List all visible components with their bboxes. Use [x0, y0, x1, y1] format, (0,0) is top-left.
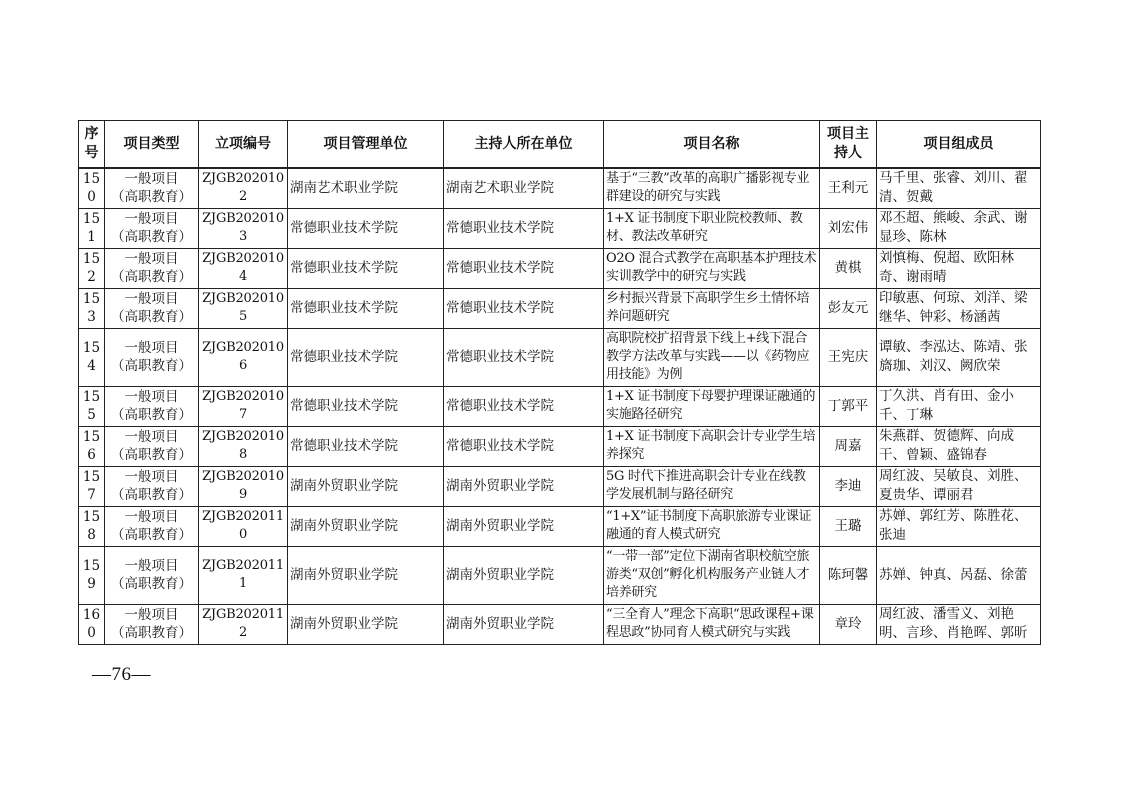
cell-host-unit: 常德职业技术学院: [444, 208, 604, 248]
cell-no: 157: [79, 466, 105, 506]
cell-code: ZJGB2020106: [199, 328, 288, 386]
cell-name: 5G 时代下推进高职会计专业在线教学发展机制与路径研究: [604, 466, 820, 506]
cell-unit: 常德职业技术学院: [288, 426, 444, 466]
table-row: [79, 426, 1041, 466]
cell-code: ZJGB2020105: [199, 288, 288, 328]
cell-members: 印敏惠、何琼、刘洋、梁继华、钟彩、杨涵茜: [877, 288, 1041, 328]
cell-name: 1+X 证书制度下高职会计专业学生培养探究: [604, 426, 820, 466]
table-row: [79, 386, 1041, 426]
cell-members: 苏婵、钟真、呙磊、徐蕾: [877, 546, 1041, 604]
cell-type: [105, 248, 199, 288]
cell-host-unit: 湖南外贸职业学院: [444, 604, 604, 644]
cell-host: 王宪庆: [820, 328, 877, 386]
cell-type-line-1: 一般项目: [124, 291, 179, 307]
cell-no: 152: [79, 248, 105, 288]
cell-host: 李迪: [820, 466, 877, 506]
cell-type-line-2: （高职教育）: [111, 576, 192, 592]
cell-name: O2O 混合式教学在高职基本护理技术实训教学中的研究与实践: [604, 248, 820, 288]
cell-type-line-1: 一般项目: [124, 211, 179, 227]
table-row: [79, 288, 1041, 328]
cell-type-line-2: （高职教育）: [111, 407, 192, 423]
cell-host-unit: 常德职业技术学院: [444, 426, 604, 466]
cell-type: [105, 288, 199, 328]
cell-type: [105, 546, 199, 604]
header-host: 项目主持人: [820, 121, 877, 169]
cell-type-line-1: 一般项目: [124, 389, 179, 405]
table-row: [79, 208, 1041, 248]
cell-members: 周红波、吴敏良、刘胜、夏贵华、谭丽君: [877, 466, 1041, 506]
cell-code: ZJGB2020102: [199, 168, 288, 208]
cell-type-line-1: 一般项目: [124, 429, 179, 445]
table-row: [79, 248, 1041, 288]
cell-type-line-1: 一般项目: [124, 607, 179, 623]
cell-name: 高职院校扩招背景下线上+线下混合教学方法改革与实践——以《药物应用技能》为例: [604, 328, 820, 386]
table-row: [79, 506, 1041, 546]
cell-host-unit: 常德职业技术学院: [444, 386, 604, 426]
cell-code: ZJGB2020108: [199, 426, 288, 466]
cell-name: 1+X 证书制度下母婴护理课证融通的实施路径研究: [604, 386, 820, 426]
cell-no: 150: [79, 168, 105, 208]
cell-type-line-2: （高职教育）: [111, 189, 192, 206]
cell-no: 154: [79, 328, 105, 386]
cell-host: 周嘉: [820, 426, 877, 466]
cell-type: [105, 466, 199, 506]
header-host-unit: 主持人所在单位: [444, 121, 604, 169]
cell-type-line-2: （高职教育）: [111, 229, 192, 245]
cell-host: 彭友元: [820, 288, 877, 328]
cell-type-line-1: 一般项目: [124, 469, 179, 485]
cell-type-line-1: 一般项目: [124, 171, 179, 188]
cell-no: 159: [79, 546, 105, 604]
table-body: [79, 168, 1041, 644]
cell-host: 陈珂馨: [820, 546, 877, 604]
cell-host: 丁郭平: [820, 386, 877, 426]
cell-host: 黄棋: [820, 248, 877, 288]
cell-members: 谭敏、李泓达、陈靖、张旖珈、刘汉、阙欣荣: [877, 328, 1041, 386]
cell-no: 155: [79, 386, 105, 426]
cell-type-line-1: 一般项目: [124, 251, 179, 267]
cell-name: 乡村振兴背景下高职学生乡土情怀培养问题研究: [604, 288, 820, 328]
cell-host-unit: 湖南艺术职业学院: [444, 168, 604, 208]
cell-members: 邓丕超、熊峻、余武、谢显珍、陈林: [877, 208, 1041, 248]
cell-host-unit: 常德职业技术学院: [444, 328, 604, 386]
cell-members: 丁久洪、肖有田、金小千、丁琳: [877, 386, 1041, 426]
cell-code: ZJGB2020111: [199, 546, 288, 604]
header-type: 项目类型: [105, 121, 199, 169]
cell-unit: 湖南外贸职业学院: [288, 546, 444, 604]
cell-unit: 湖南外贸职业学院: [288, 466, 444, 506]
cell-unit: 常德职业技术学院: [288, 328, 444, 386]
header-no: 序号: [79, 121, 105, 169]
cell-host-unit: 湖南外贸职业学院: [444, 546, 604, 604]
cell-type-line-1: 一般项目: [124, 340, 179, 356]
cell-type: [105, 208, 199, 248]
cell-name: “1+X”证书制度下高职旅游专业课证融通的育人模式研究: [604, 506, 820, 546]
cell-type: [105, 386, 199, 426]
header-members: 项目组成员: [877, 121, 1041, 169]
table-row: [79, 604, 1041, 644]
cell-unit: 常德职业技术学院: [288, 386, 444, 426]
cell-name: 1+X 证书制度下职业院校教师、教材、教法改革研究: [604, 208, 820, 248]
cell-members: 周红波、潘雪义、刘艳明、言珍、肖艳晖、郭昕: [877, 604, 1041, 644]
table-header-row: [79, 121, 1041, 169]
cell-code: ZJGB2020112: [199, 604, 288, 644]
cell-unit: 常德职业技术学院: [288, 208, 444, 248]
cell-type-line-2: （高职教育）: [111, 309, 192, 325]
cell-code: ZJGB2020110: [199, 506, 288, 546]
cell-type: [105, 168, 199, 208]
cell-type-line-2: （高职教育）: [111, 625, 192, 641]
cell-no: 156: [79, 426, 105, 466]
cell-type-line-2: （高职教育）: [111, 269, 192, 285]
cell-name: “三全育人”理念下高职“思政课程+课程思政”协同育人模式研究与实践: [604, 604, 820, 644]
cell-unit: 湖南艺术职业学院: [288, 168, 444, 208]
header-unit: 项目管理单位: [288, 121, 444, 169]
cell-code: ZJGB2020109: [199, 466, 288, 506]
header-code: 立项编号: [199, 121, 288, 169]
cell-type: [105, 426, 199, 466]
cell-unit: 常德职业技术学院: [288, 248, 444, 288]
cell-no: 160: [79, 604, 105, 644]
cell-host: 刘宏伟: [820, 208, 877, 248]
header-name: 项目名称: [604, 121, 820, 169]
table-row: [79, 328, 1041, 386]
cell-host: 王璐: [820, 506, 877, 546]
cell-no: 151: [79, 208, 105, 248]
cell-type-line-1: 一般项目: [124, 558, 179, 574]
cell-code: ZJGB2020103: [199, 208, 288, 248]
project-table: [78, 120, 1041, 645]
cell-host: 王利元: [820, 168, 877, 208]
table-row: [79, 546, 1041, 604]
cell-type-line-2: （高职教育）: [111, 358, 192, 374]
cell-unit: 常德职业技术学院: [288, 288, 444, 328]
cell-type: [105, 328, 199, 386]
cell-no: 153: [79, 288, 105, 328]
cell-no: 158: [79, 506, 105, 546]
cell-unit: 湖南外贸职业学院: [288, 506, 444, 546]
cell-members: 马千里、张睿、刘川、翟清、贺戴: [877, 168, 1041, 208]
cell-type-line-1: 一般项目: [124, 509, 179, 525]
page-number: —76—: [92, 664, 151, 685]
cell-unit: 湖南外贸职业学院: [288, 604, 444, 644]
cell-name: 基于“三教”改革的高职广播影视专业群建设的研究与实践: [604, 168, 820, 208]
cell-host-unit: 湖南外贸职业学院: [444, 466, 604, 506]
cell-members: 朱燕群、贺德辉、向成干、曾颖、盛锦春: [877, 426, 1041, 466]
cell-code: ZJGB2020107: [199, 386, 288, 426]
cell-code: ZJGB2020104: [199, 248, 288, 288]
table-row: [79, 168, 1041, 208]
cell-host-unit: 常德职业技术学院: [444, 288, 604, 328]
cell-type: [105, 506, 199, 546]
cell-type: [105, 604, 199, 644]
cell-host: 章玲: [820, 604, 877, 644]
cell-host-unit: 湖南外贸职业学院: [444, 506, 604, 546]
table-row: [79, 466, 1041, 506]
cell-type-line-2: （高职教育）: [111, 487, 192, 503]
cell-name: “一带一部”定位下湖南省职校航空旅游类“双创”孵化机构服务产业链人才培养研究: [604, 546, 820, 604]
cell-type-line-2: （高职教育）: [111, 527, 192, 543]
cell-members: 苏婵、郭红芳、陈胜花、张迪: [877, 506, 1041, 546]
cell-host-unit: 常德职业技术学院: [444, 248, 604, 288]
cell-members: 刘慎梅、倪超、欧阳林奇、谢雨晴: [877, 248, 1041, 288]
cell-type-line-2: （高职教育）: [111, 447, 192, 463]
